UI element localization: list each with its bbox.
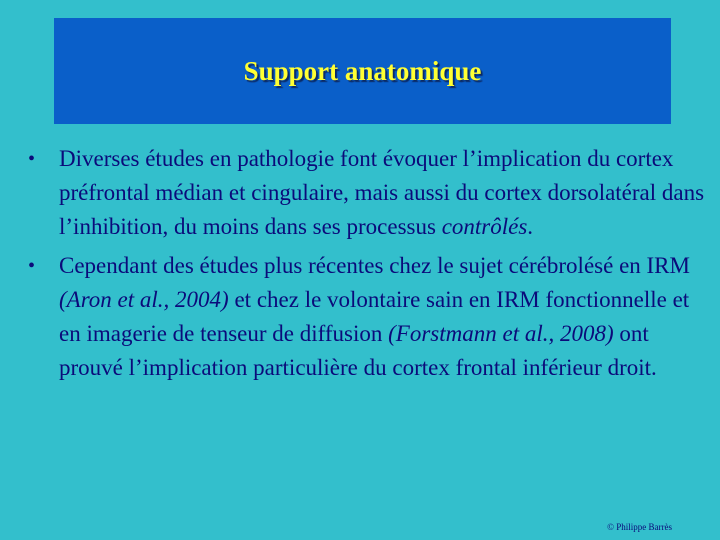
slide-title: Support anatomique <box>243 55 482 86</box>
bullet-symbol: • <box>28 255 36 277</box>
citation: (Aron et al., 2004) <box>59 287 229 312</box>
copyright-notice: © Philippe Barrès <box>607 522 672 532</box>
bullet-text-part: Diverses études en pathologie font évoquer l’implication du cortex préfrontal médian et cingulaire, mais aussi du cortex dorsolatéral dans l’inhibition, du moins dans ses processus <box>59 146 705 239</box>
citation: (Forstmann et al., 2008) <box>388 321 614 346</box>
bullet-item <box>28 249 708 385</box>
bullet-item <box>28 142 708 244</box>
bullet-text-part: Cependant des études plus récentes chez le sujet cérébrolésé en IRM <box>59 253 690 278</box>
bullet-text <box>59 142 708 244</box>
bullet-text-part: . <box>527 214 534 239</box>
bullet-text-italic: contrôlés <box>441 214 528 239</box>
bullet-symbol: • <box>28 148 36 170</box>
bullet-text-part: ont prouvé l’implication particulière du cortex frontal inférieur droit. <box>59 321 657 380</box>
bullet-list <box>28 142 708 390</box>
bullet-text <box>59 249 708 385</box>
bullet-text-part: et chez le volontaire sain en IRM fonctionnelle et en imagerie de tenseur de diffusion <box>59 287 690 346</box>
title-box <box>54 18 671 124</box>
